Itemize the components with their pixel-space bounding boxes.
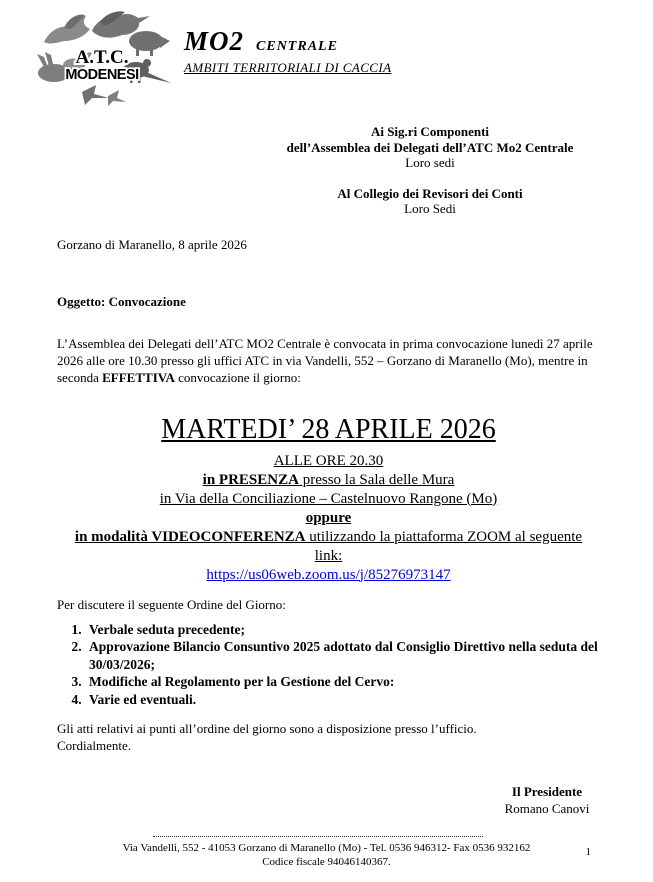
page-number: 1 — [585, 846, 591, 858]
intro-text-bold: EFFETTIVA — [102, 369, 175, 385]
logo-animals-illustration — [30, 8, 172, 108]
dateline: Gorzano di Maranello, 8 aprile 2026 — [57, 236, 247, 252]
closing-line-2: Cordialmente. — [57, 737, 132, 753]
announcement-block — [57, 412, 600, 585]
agenda-intro: Per discutere il seguente Ordine del Giorno: — [57, 596, 286, 612]
flying-birds-icon — [82, 85, 126, 106]
brand-block — [184, 8, 391, 76]
recipient-spacer — [207, 171, 653, 186]
footer-divider — [153, 836, 483, 837]
recipient-location-2: Loro Sedi — [404, 201, 456, 216]
brand-name: MO2 — [184, 26, 245, 56]
page-footer — [0, 836, 653, 869]
logo-text-modenesi: MODENESI — [65, 67, 139, 83]
intro-text-before: L’Assemblea dei Delegati dell’ATC MO2 Centrale è convocata in prima convocazione lunedì 27 aprile 2026 alle ore 10.30 presso gli uffici ATC in via Vandelli, 552 – Gorzano di Maranello (Mo), mentre in seconda — [57, 335, 593, 385]
recipient-line-1: Ai Sig.ri Componenti — [370, 124, 490, 139]
intro-text-after: convocazione il giorno: — [174, 369, 301, 385]
logo-text-atc: A.T.C. — [75, 47, 129, 68]
brand-subtitle: AMBITI TERRITORIALI DI CACCIA — [184, 60, 392, 75]
duck-flying-icon — [44, 15, 90, 44]
meeting-date-heading: MARTEDI’ 28 APRILE 2026 — [161, 413, 496, 445]
meeting-time: ALLE ORE 20.30 — [273, 452, 384, 469]
subject-line: Oggetto: Convocazione — [57, 293, 186, 309]
footer-fiscal-code: Codice fiscale 94046140367. — [262, 856, 391, 868]
footer-address: Via Vandelli, 552 - 41053 Gorzano di Maranello (Mo) - Tel. 0536 946312- Fax 0536 932162 — [122, 842, 531, 854]
agenda-item-3: 3. Modifiche al Regolamento per la Gestione del Cervo: — [85, 673, 600, 691]
meeting-presence-line — [57, 471, 600, 490]
closing-block — [57, 721, 600, 754]
signature-title: Il Presidente — [511, 784, 583, 799]
boar-icon — [129, 31, 170, 56]
recipient-line-2: dell’Assemblea dei Delegati dell’ATC Mo2 Centrale — [286, 139, 574, 155]
letter-body — [57, 237, 600, 818]
videoconference-line — [57, 528, 600, 547]
meeting-venue: in Via della Conciliazione – Castelnuovo Rangone (Mo) — [159, 490, 498, 507]
recipient-line-3: Al Collegio dei Revisori dei Conti — [337, 185, 523, 201]
videoconference-rest: utilizzando la piattaforma ZOOM al seguente — [305, 528, 583, 545]
signature-block — [437, 783, 653, 817]
videoconference-bold: in modalità VIDEOCONFERENZA — [74, 528, 306, 545]
agenda-item-4: 4. Varie ed eventuali. — [85, 691, 600, 709]
recipient-location-1: Loro sedi — [405, 155, 455, 170]
signature-name: Romano Canovi — [504, 801, 590, 816]
agenda-item-1: 1. Verbale seduta precedente; — [85, 621, 600, 639]
intro-paragraph — [57, 335, 600, 386]
agenda-list — [57, 621, 600, 709]
brand-suffix: CENTRALE — [256, 39, 338, 54]
atc-modenesi-logo — [30, 8, 172, 108]
link-label: link: — [314, 547, 343, 564]
presence-rest: presso la Sala delle Mura — [298, 471, 455, 488]
letterhead — [0, 0, 653, 110]
or-word: oppure — [305, 509, 352, 526]
agenda-item-2: 2. Approvazione Bilancio Consuntivo 2025 adottato dal Consiglio Direttivo nella seduta del 30/03/2026; — [85, 638, 600, 673]
closing-line-1: Gli atti relativi ai punti all’ordine del giorno sono a disposizione presso l’ufficio. — [57, 721, 477, 736]
presence-bold: in PRESENZA — [202, 471, 299, 488]
recipient-block — [207, 124, 653, 217]
zoom-meeting-link[interactable]: https://us06web.zoom.us/j/85276973147 — [206, 566, 451, 583]
